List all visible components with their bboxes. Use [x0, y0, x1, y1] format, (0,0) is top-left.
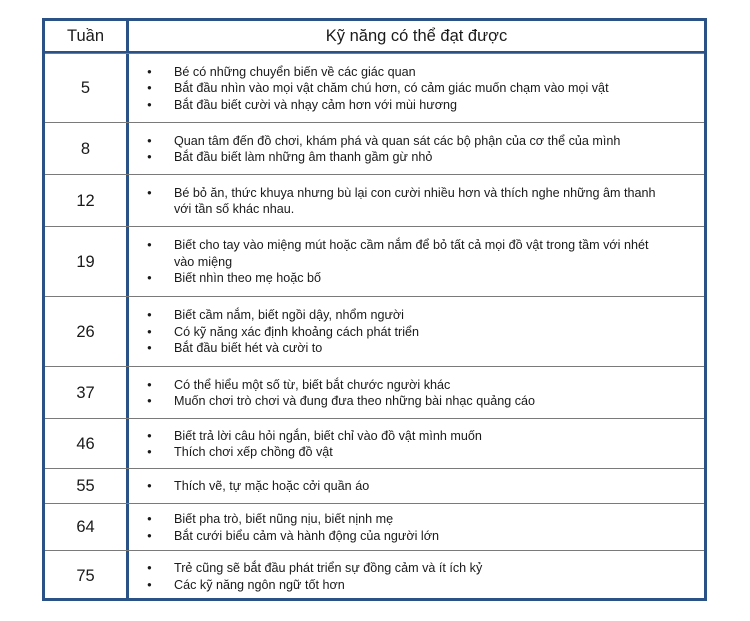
skills-cell	[129, 175, 704, 227]
table-row	[45, 296, 704, 367]
week-cell: 12	[76, 191, 95, 210]
skill-item: ● Biết nhìn theo mẹ hoặc bố	[147, 270, 667, 287]
skills-cell	[129, 551, 704, 602]
skill-item: ● Bắt đầu biết cười và nhạy cảm hơn với mùi hương	[147, 97, 609, 114]
table-row	[45, 53, 704, 123]
skill-item: ● Bé bỏ ăn, thức khuya nhưng bù lại con cười nhiều hơn và thích nghe những âm thanh với tần số khác nhau.	[147, 185, 667, 218]
skill-item: ● Trẻ cũng sẽ bắt đầu phát triển sự đồng cảm và ít ích kỷ	[147, 560, 482, 577]
skill-item: ● Thích chơi xếp chồng đồ vật	[147, 444, 482, 461]
table-row	[45, 366, 704, 419]
skills-cell	[129, 419, 704, 469]
table-row	[45, 122, 704, 175]
header-skills: Kỹ năng có thể đạt được	[325, 26, 508, 45]
header-row	[45, 21, 704, 53]
table-row	[45, 418, 704, 469]
table-row	[45, 226, 704, 297]
skill-item: ● Có thể hiểu một số từ, biết bắt chước người khác	[147, 377, 535, 394]
week-cell: 5	[80, 79, 91, 97]
skill-item: ● Muốn chơi trò chơi và đung đưa theo những bài nhạc quảng cáo	[147, 393, 535, 410]
skill-item: ● Bắt đầu biết hét và cười to	[147, 340, 419, 357]
table-row	[45, 503, 704, 551]
week-cell: 8	[80, 139, 91, 158]
week-cell: 75	[76, 567, 95, 585]
skill-item: ● Có kỹ năng xác định khoảng cách phát triển	[147, 324, 419, 341]
skills-cell	[129, 54, 704, 123]
table-row	[45, 174, 704, 227]
week-cell: 37	[76, 383, 95, 402]
week-cell: 19	[76, 252, 95, 271]
skill-item: ● Thích vẽ, tự mặc hoặc cởi quần áo	[147, 478, 369, 495]
skill-item: ● Các kỹ năng ngôn ngữ tốt hơn	[147, 577, 482, 594]
skills-cell	[129, 123, 704, 175]
skills-cell	[129, 504, 704, 551]
skills-cell	[129, 297, 704, 367]
skill-item: ● Bắt cưới biểu cảm và hành động của người lớn	[147, 528, 439, 545]
skill-item: ● Quan tâm đến đồ chơi, khám phá và quan sát các bộ phận của cơ thể của mình	[147, 133, 620, 150]
skill-item: ● Bắt đầu biết làm những âm thanh gầm gừ nhỏ	[147, 149, 620, 166]
week-cell: 26	[76, 322, 95, 341]
skill-item: ● Bé có những chuyển biến về các giác quan	[147, 64, 609, 81]
week-cell: 46	[76, 434, 95, 453]
table-row	[45, 550, 704, 602]
week-cell: 55	[76, 477, 95, 495]
skill-item: ● Biết cầm nắm, biết ngồi dậy, nhổm người	[147, 307, 419, 324]
skill-item: ● Bắt đầu nhìn vào mọi vật chăm chú hơn, có cảm giác muốn chạm vào mọi vật	[147, 80, 609, 97]
table-row	[45, 468, 704, 504]
skill-item: ● Biết trả lời câu hỏi ngắn, biết chỉ vào đồ vật mình muốn	[147, 428, 482, 445]
skills-cell	[129, 227, 704, 297]
skill-item: ● Biết cho tay vào miệng mút hoặc cầm nắm để bỏ tất cả mọi đồ vật trong tầm với nhét vào miệng	[147, 237, 667, 270]
skills-table	[42, 18, 707, 601]
header-week: Tuần	[67, 26, 104, 45]
skills-cell	[129, 367, 704, 419]
week-cell: 64	[76, 518, 95, 536]
skill-item: ● Biết pha trò, biết nũng nịu, biết nịnh mẹ	[147, 511, 439, 528]
skills-cell	[129, 469, 704, 504]
